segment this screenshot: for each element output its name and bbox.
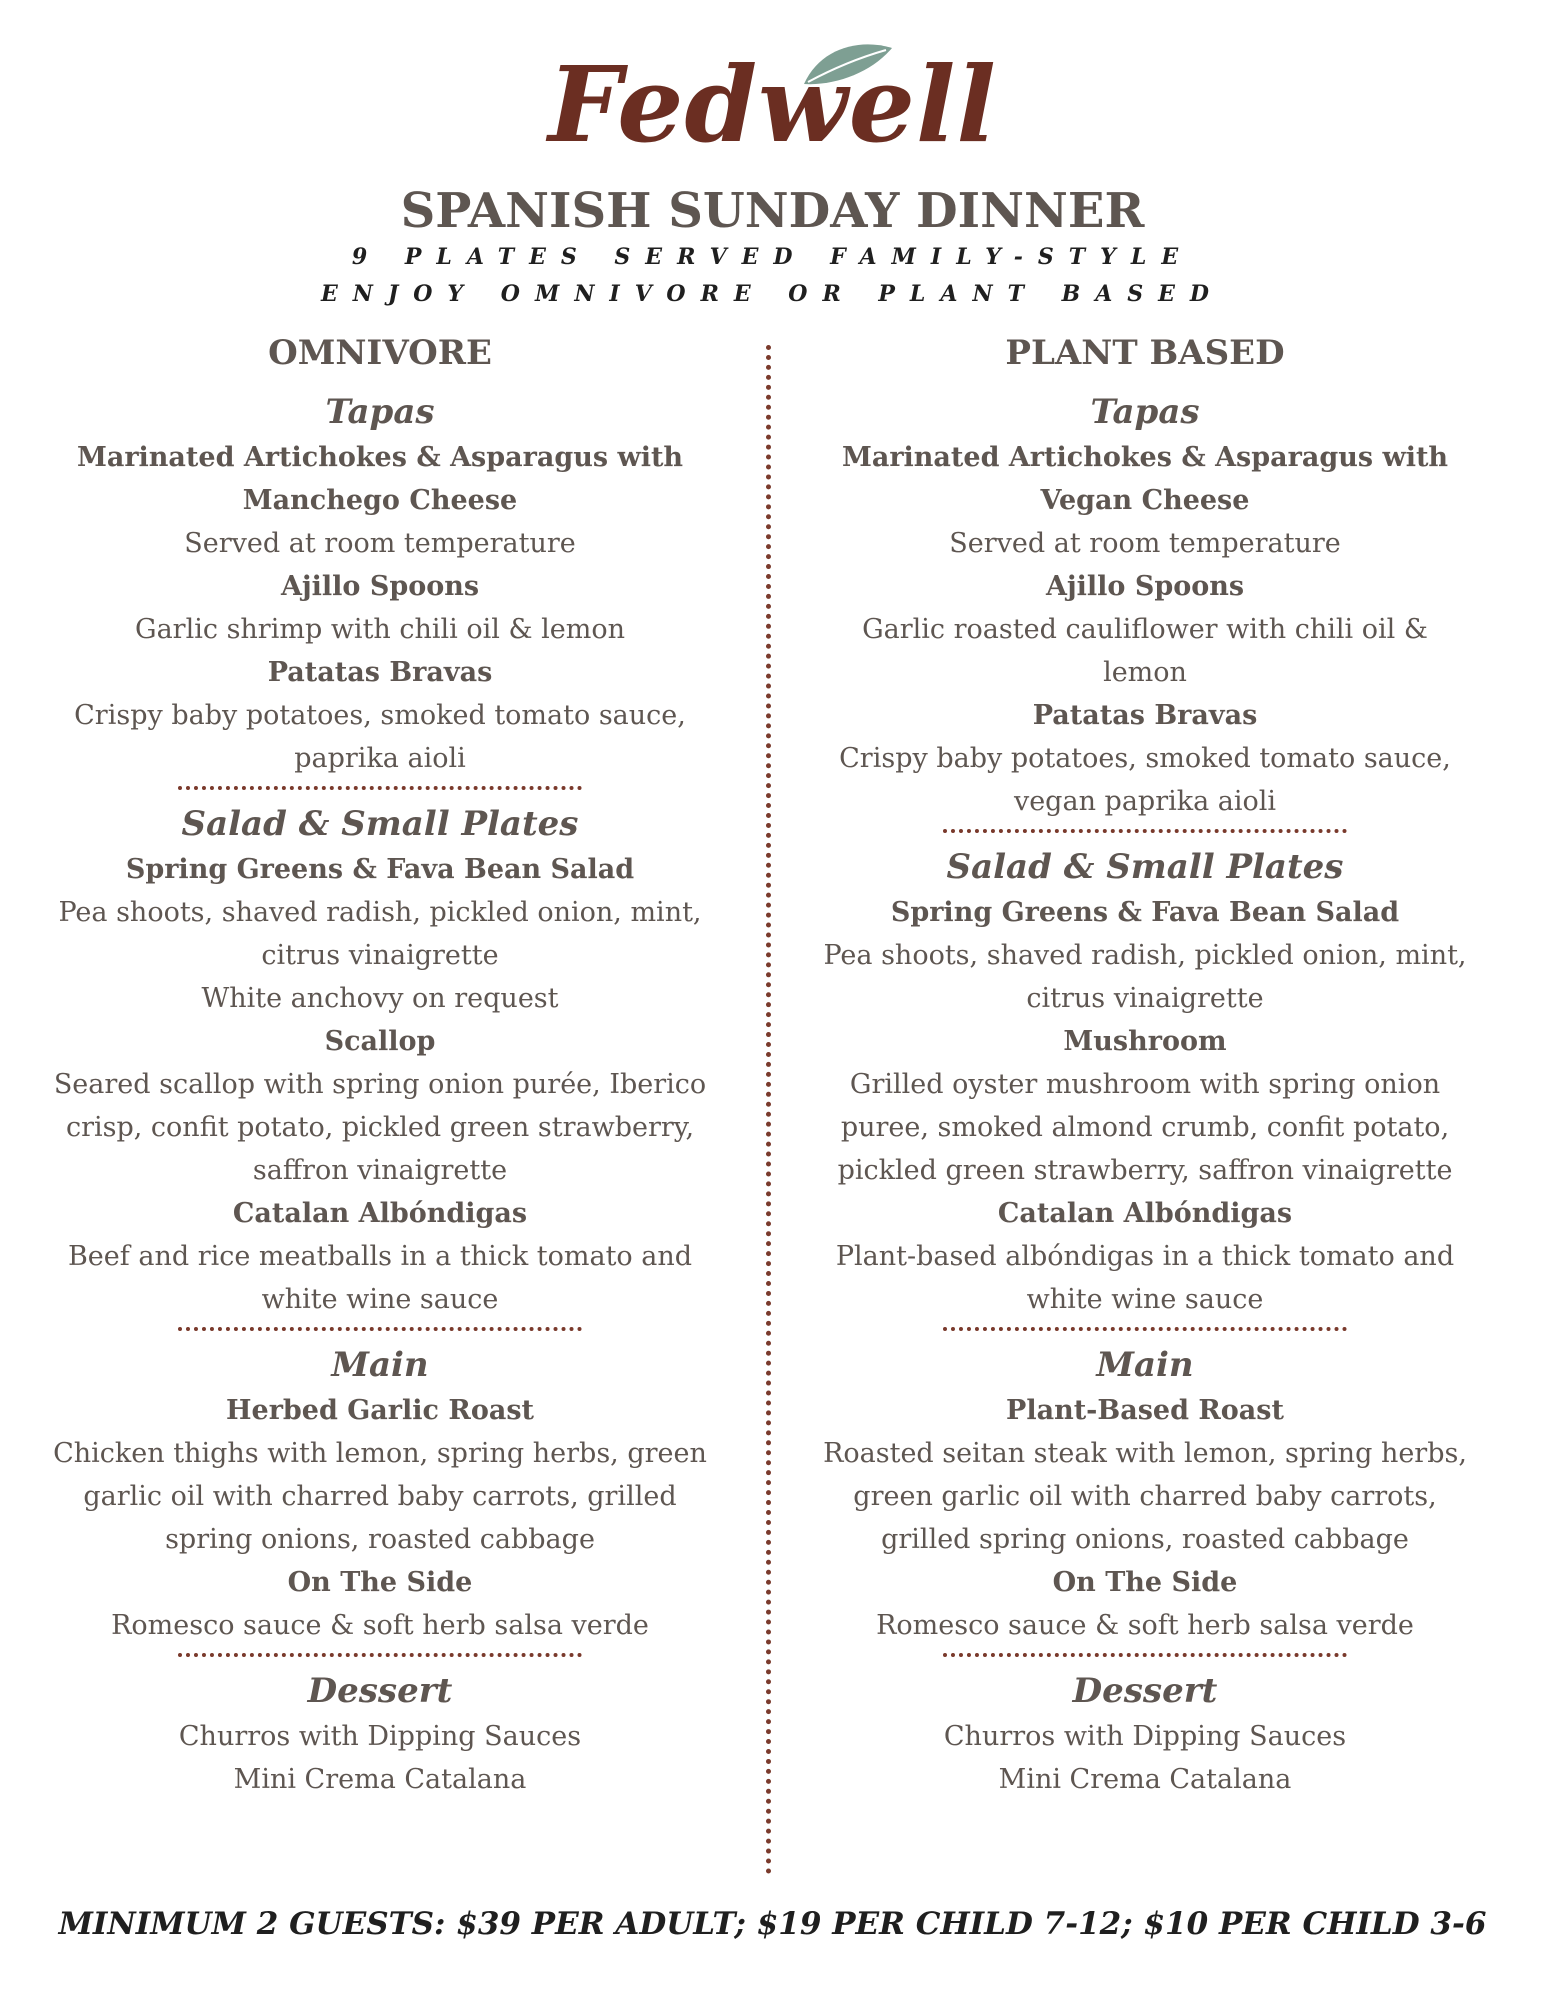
section-title-dessert: Dessert	[307, 1671, 453, 1711]
item-description: Grilled oyster mushroom with spring onion	[849, 1069, 1441, 1100]
item-description: paprika aioli	[294, 743, 466, 774]
item-description: crisp, confit potato, pickled green strawberry,	[65, 1112, 695, 1143]
item-description: grilled spring onions, roasted cabbage	[881, 1524, 1409, 1555]
item-name: Patatas Bravas	[1032, 700, 1258, 731]
item-description: white wine sauce	[1026, 1284, 1264, 1315]
item-description: Garlic shrimp with chili oil & lemon	[135, 614, 625, 645]
omnivore-column	[40, 330, 720, 1801]
menu-title: SPANISH SUNDAY DINNER	[400, 183, 1145, 239]
item-name: Vegan Cheese	[1040, 485, 1250, 516]
item-name: Catalan Albóndigas	[232, 1198, 528, 1229]
item-description: Served at room temperature	[949, 528, 1341, 559]
item-name: Spring Greens & Fava Bean Salad	[890, 897, 1400, 928]
item-name: Patatas Bravas	[267, 657, 493, 688]
section-title-main: Main	[1096, 1345, 1194, 1385]
column-heading: OMNIVORE	[268, 333, 492, 373]
section-divider	[178, 1327, 582, 1331]
brand-name: Fedwell	[548, 43, 997, 166]
section-divider	[943, 1653, 1347, 1657]
brand-logo	[0, 40, 1545, 166]
item-name: Ajillo Spoons	[1045, 571, 1245, 602]
item-name: Spring Greens & Fava Bean Salad	[125, 854, 635, 885]
item-name: Catalan Albóndigas	[997, 1198, 1293, 1229]
item-name: Herbed Garlic Roast	[226, 1395, 534, 1426]
item-description: Chicken thighs with lemon, spring herbs, green	[53, 1438, 707, 1469]
plant-based-column	[805, 330, 1485, 1801]
item-description: lemon	[1103, 657, 1187, 688]
item-description: saffron vinaigrette	[252, 1155, 508, 1186]
item-description: white wine sauce	[261, 1284, 499, 1315]
section-divider	[943, 1327, 1347, 1331]
item-description: Seared scallop with spring onion purée, Iberico	[53, 1069, 707, 1100]
section-divider	[943, 829, 1347, 833]
dessert-item: Churros with Dipping Sauces	[178, 1721, 582, 1752]
item-description: White anchovy on request	[201, 983, 559, 1014]
section-divider	[178, 786, 582, 790]
item-description: Roasted seitan steak with lemon, spring herbs,	[823, 1438, 1467, 1469]
item-description: Romesco sauce & soft herb salsa verde	[111, 1610, 649, 1641]
section-title-tapas: Tapas	[325, 392, 435, 432]
item-name: Manchego Cheese	[242, 485, 518, 516]
item-description: citrus vinaigrette	[1026, 983, 1264, 1014]
item-name: On The Side	[287, 1567, 473, 1598]
menu-subtitle-1: 9 PLATES SERVED FAMILY-STYLE	[351, 244, 1194, 270]
item-name: Ajillo Spoons	[280, 571, 480, 602]
dessert-item: Churros with Dipping Sauces	[943, 1721, 1347, 1752]
section-divider	[178, 1653, 582, 1657]
dessert-item: Mini Crema Catalana	[998, 1764, 1292, 1795]
item-description: green garlic oil with charred baby carrots,	[853, 1481, 1437, 1512]
section-title-salad: Salad & Small Plates	[181, 804, 579, 844]
item-description: Pea shoots, shaved radish, pickled onion, mint,	[58, 897, 702, 928]
item-description: Beef and rice meatballs in a thick tomato and	[67, 1241, 693, 1272]
item-name: Mushroom	[1063, 1026, 1227, 1057]
item-description: citrus vinaigrette	[261, 940, 499, 971]
item-description: Served at room temperature	[184, 528, 576, 559]
item-description: garlic oil with charred baby carrots, grilled	[83, 1481, 677, 1512]
item-description: vegan paprika aioli	[1013, 786, 1277, 817]
item-description: pickled green strawberry, saffron vinaigrette	[837, 1155, 1453, 1186]
item-name: Plant-Based Roast	[1006, 1395, 1284, 1426]
section-title-dessert: Dessert	[1072, 1671, 1218, 1711]
item-description: puree, smoked almond crumb, confit potato,	[840, 1112, 1450, 1143]
item-description: Crispy baby potatoes, smoked tomato sauce,	[839, 743, 1451, 774]
item-name: Marinated Artichokes & Asparagus with	[76, 442, 684, 473]
column-divider	[766, 345, 771, 1875]
section-title-tapas: Tapas	[1090, 392, 1200, 432]
item-name: On The Side	[1052, 1567, 1238, 1598]
item-description: Romesco sauce & soft herb salsa verde	[876, 1610, 1414, 1641]
item-description: Plant-based albóndigas in a thick tomato and	[835, 1241, 1455, 1272]
dessert-item: Mini Crema Catalana	[233, 1764, 527, 1795]
item-name: Scallop	[324, 1026, 436, 1057]
column-heading: PLANT BASED	[1005, 333, 1285, 373]
item-description: Crispy baby potatoes, smoked tomato sauce,	[74, 700, 686, 731]
menu-subtitle-2: ENJOY OMNIVORE OR PLANT BASED	[320, 281, 1224, 307]
section-title-main: Main	[331, 1345, 429, 1385]
item-description: Garlic roasted cauliflower with chili oil &	[862, 614, 1428, 645]
item-description: Pea shoots, shaved radish, pickled onion, mint,	[823, 940, 1467, 971]
pricing-footer: MINIMUM 2 GUESTS: $39 PER ADULT; $19 PER CHILD 7-12; $10 PER CHILD 3-6	[58, 1906, 1487, 1942]
section-title-salad: Salad & Small Plates	[946, 847, 1344, 887]
item-name: Marinated Artichokes & Asparagus with	[841, 442, 1449, 473]
item-description: spring onions, roasted cabbage	[165, 1524, 595, 1555]
